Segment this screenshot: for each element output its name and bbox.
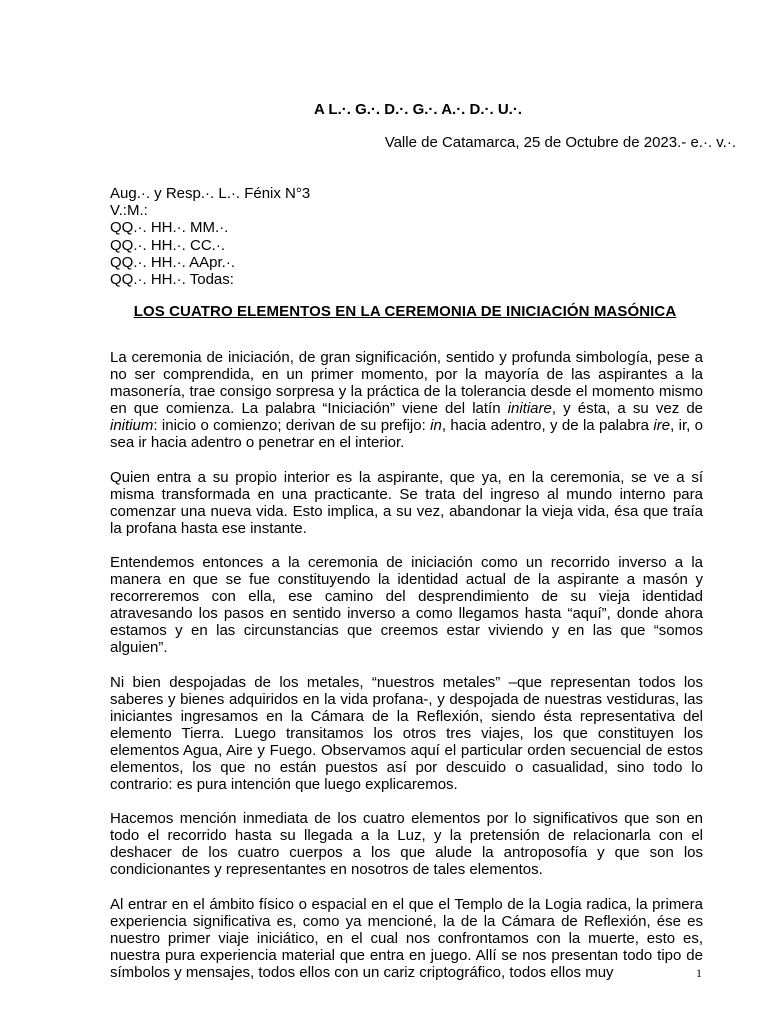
salutation-line: QQ.·. HH.·. Todas: xyxy=(110,271,234,289)
paragraph-3: Entendemos entonces a la ceremonia de iniciación como un recorrido inverso a la manera en que se fue constituyendo la identidad actual de la aspirante a masón y recorreremos con ella, ese camino del desprendimiento de su vieja identidad atravesando los pasos en sentido inverso a como llegamos hasta “aquí”, donde ahora estamos y en las circunstancias que creemos estar viviendo y en las que “somos alguien”. xyxy=(110,553,703,657)
document-title: LOS CUATRO ELEMENTOS EN LA CEREMONIA DE INICIACIÓN MASÓNICA xyxy=(133,303,677,320)
page-number: 1 xyxy=(696,966,702,980)
text-run: : inicio o comienzo; derivan de su prefijo: xyxy=(153,417,431,435)
text-run: , ir, o sea ir hacia adentro o penetrar en el interior. xyxy=(110,417,703,452)
salutation-line: Aug.·. y Resp.·. L.·. Fénix N°3 xyxy=(110,185,311,202)
dedication-heading: A L.·. G.·. D.·. G.·. A.·. D.·. U.·. xyxy=(313,101,523,118)
text-run: La ceremonia de iniciación, de gran significación, sentido y profunda simbología, pese a no ser comprendida, en un primer momento, por la mayoría de las aspirantes a la masonería, trae consigo sorpresa y la práctica de la tolerancia desde el momento mismo en que comienza. La palabra “Iniciación” viene del latín xyxy=(110,349,703,418)
salutations-block xyxy=(110,185,310,288)
dateline: Valle de Catamarca, 25 de Octubre de 2023.- e.·. v.·. xyxy=(384,134,736,151)
salutation-line: QQ.·. HH.·. MM.·. xyxy=(110,219,229,237)
italic-term: in xyxy=(430,417,442,435)
text-run: , y ésta, a su vez de xyxy=(551,400,704,418)
salutation-line: V.:M.: xyxy=(110,202,148,220)
italic-term: initium xyxy=(110,417,154,435)
salutation-line: QQ.·. HH.·. CC.·. xyxy=(110,236,225,254)
italic-term: ire xyxy=(653,417,671,435)
paragraph-4: Ni bien despojadas de los metales, “nuestros metales” –que representan todos los saberes y bienes adquiridos en la vida profana-, y despojada de nuestras vestiduras, las iniciantes ingresamos en la Cámara de la Reflexión, siendo ésta representativa del elemento Tierra. Luego transitamos los otros tres viajes, los que constituyen los elementos Agua, Aire y Fuego. Observamos aquí el particular orden secuencial de estos elementos, los que no están puestos así por descuido o casualidad, sino todo lo contrario: es pura intención que luego explicaremos. xyxy=(110,673,703,794)
italic-term: initiare xyxy=(507,400,552,418)
paragraph-2: Quien entra a su propio interior es la aspirante, que ya, en la ceremonia, se ve a sí misma transformada en una practicante. Se trata del ingreso al mundo interno para comenzar una nueva vida. Esto implica, a su vez, abandonar la vieja vida, ésa que traía la profana hasta ese instante. xyxy=(110,468,703,537)
paragraph-6: Al entrar en el ámbito físico o espacial en el que el Templo de la Logia radica, la primera experiencia significativa es, como ya mencioné, la de la Cámara de Reflexión, ése es nuestro primer viaje iniciático, en el cual nos confrontamos con la muerte, esto es, nuestra pura experiencia material que entra en juego. Allí se nos presentan todo tipo de símbolos y mensajes, todos ellos con un cariz criptográfico, todos ellos muy xyxy=(110,895,703,981)
text-run: , hacia adentro, y de la palabra xyxy=(441,417,654,435)
paragraph-5: Hacemos mención inmediata de los cuatro elementos por lo significativos que son en todo el recorrido hasta su llegada a la Luz, y la pretensión de relacionarla con el deshacer de los cuatro cuerpos a los que alude la antroposofía y que son los condicionantes y representantes en nosotros de tales elementos. xyxy=(110,810,703,879)
body-text xyxy=(110,349,703,998)
salutation-line: QQ.·. HH.·. AApr.·. xyxy=(110,253,236,271)
paragraph-1 xyxy=(110,349,703,452)
